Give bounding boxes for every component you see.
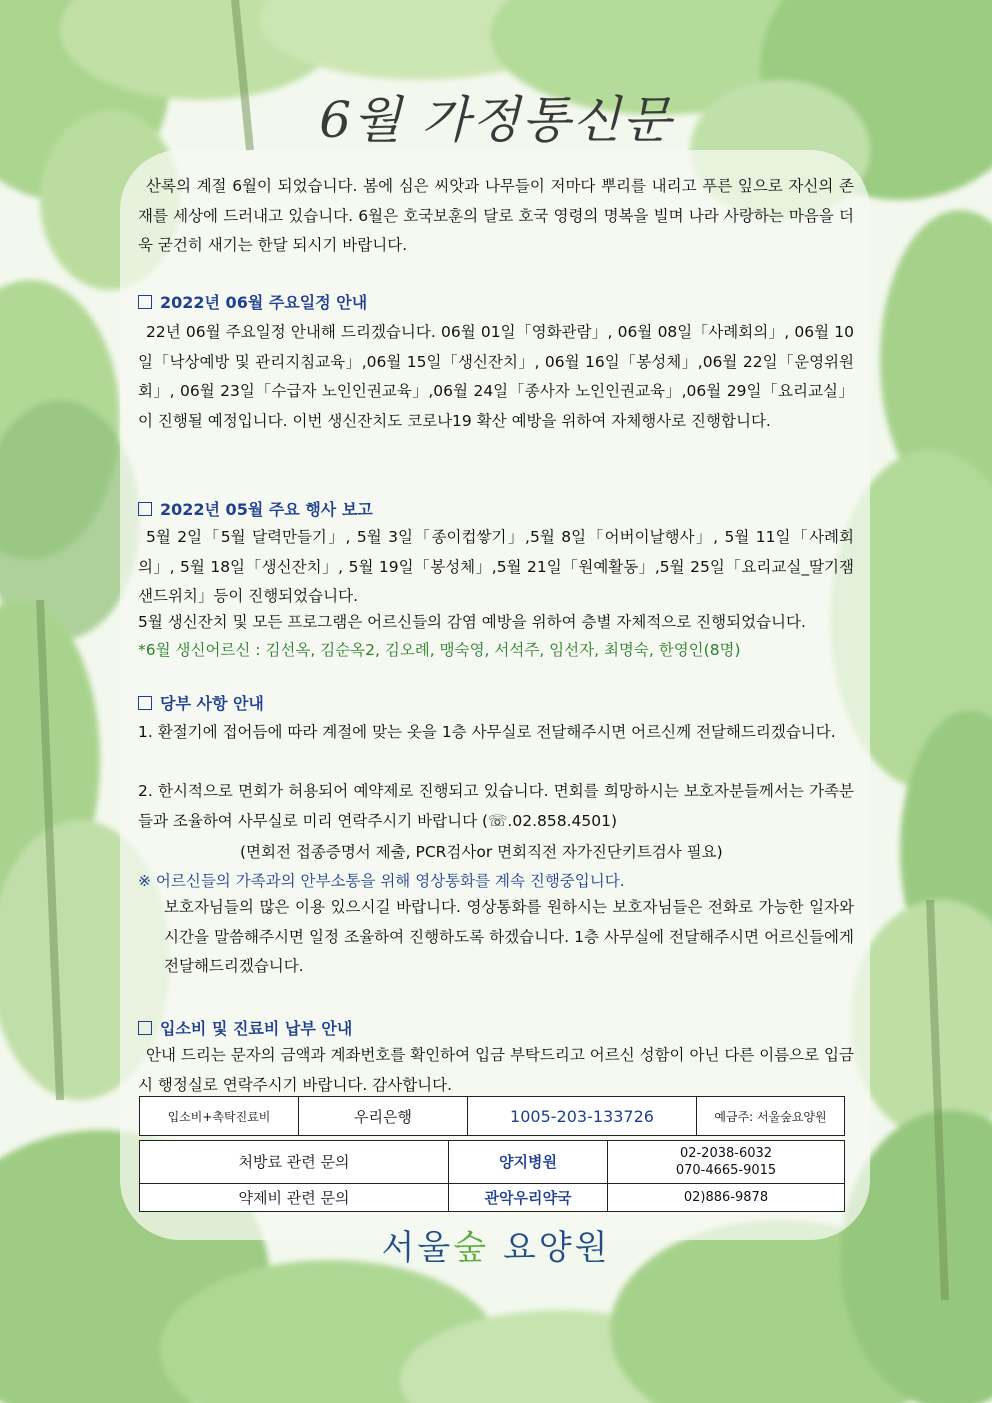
checkbox-square-icon xyxy=(138,696,152,710)
checkbox-square-icon xyxy=(138,1021,152,1035)
intro-paragraph: 산록의 계절 6월이 되었습니다. 봄에 심은 씨앗과 나무들이 저마다 뿌리를 내리고 푸른 잎으로 자신의 존재를 세상에 드러내고 있습니다. 6월은 호국보훈의 달로 호국 영령의 명복을 빌며 나라 사랑하는 마음을 더욱 굳건히 새기는 한달 되시기 바랍니다. xyxy=(138,177,854,254)
birthday-list: *6월 생신어르신 : 김선옥, 김순옥2, 김오례, 맹숙영, 서석주, 임선자, 최명숙, 한영인(8명) xyxy=(138,641,741,659)
payment-paragraph: 안내 드리는 문자의 금액과 계좌번호를 확인하여 입금 부탁드리고 어르신 성함이 아닌 다른 이름으로 입금 시 행정실로 연락주시기 바랍니다. 감사합니다. xyxy=(138,1046,854,1094)
section-heading-payment: 입소비 및 진료비 납부 안내 xyxy=(138,1016,352,1039)
contact-label: 처방료 관련 문의 xyxy=(140,1141,449,1184)
contact-phones xyxy=(608,1141,845,1184)
bank-name: 우리은행 xyxy=(299,1097,468,1136)
account-number: 1005-203-133726 xyxy=(468,1097,697,1136)
may-report-note: 5월 생신잔치 및 모든 프로그램은 어르신들의 감염 예방을 위하여 층별 자체적으로 진행되었습니다. xyxy=(138,613,806,631)
account-table xyxy=(139,1096,845,1136)
section-heading-requests: 당부 사항 안내 xyxy=(138,691,264,714)
facility-logo-text: 서울숲 요양원 xyxy=(381,1228,611,1268)
account-label: 입소비+촉탁진료비 xyxy=(140,1097,299,1136)
video-call-heading: ※ 어르신들의 가족과의 안부소통을 위해 영상통화를 계속 진행중입니다. xyxy=(138,872,625,890)
may-report-paragraph: 5월 2일「5월 달력만들기」, 5월 3일「종이컵쌓기」,5월 8일「어버이날행사」, 5월 11일「사례회의」, 5월 18일「생신잔치」, 5월 19일「봉성체」,5월 21일「원예활동」,5월 25일「요리교실_딸기잼샌드위치」등이 진행되었습니다. xyxy=(138,528,854,605)
contact-phone: 02)886-9878 xyxy=(608,1183,845,1211)
checkbox-square-icon xyxy=(138,502,152,516)
june-schedule-paragraph: 22년 06월 주요일정 안내해 드리겠습니다. 06월 01일「영화관람」, 06월 08일「사례회의」, 06월 10일「낙상예방 및 관리지침교육」,06월 15일「생신잔치」, 06월 16일「봉성체」,06월 22일「운영위원회」, 06월 23일「수급자 노인인권교육」,06월 24일「종사자 노인인권교육」,06월 29일「요리교실」이 진행될 예정입니다. 이번 생신잔치도 코로나19 확산 예방을 위하여 자체행사로 진행합니다. xyxy=(138,323,854,430)
visit-requirements-note: (면회전 접종증명서 제출, PCR검사or 면회직전 자가진단키트검사 필요) xyxy=(240,843,723,861)
contact-name: 양지병원 xyxy=(449,1141,608,1184)
forest-glyph: 숲 xyxy=(453,1228,490,1268)
contact-name: 관악우리약국 xyxy=(449,1183,608,1211)
account-holder: 예금주: 서울숲요양원 xyxy=(697,1097,845,1136)
section-heading-may-report: 2022년 05월 주요 행사 보고 xyxy=(138,497,373,520)
contact-phone: 070-4665-9015 xyxy=(675,1162,777,1178)
contact-row xyxy=(140,1141,845,1184)
request-item-clothes: 1. 환절기에 접어듬에 따라 계절에 맞는 옷을 1층 사무실로 전달해주시면 어르신께 전달해드리겠습니다. xyxy=(138,723,836,741)
contact-label: 약제비 관련 문의 xyxy=(140,1183,449,1211)
checkbox-square-icon xyxy=(138,295,152,309)
contact-row xyxy=(140,1183,845,1211)
contact-phone: 02-2038-6032 xyxy=(679,1145,773,1161)
video-call-paragraph: 보호자님들의 많은 이용 있으시길 바랍니다. 영상통화를 원하시는 보호자님들은 전화로 가능한 일자와 시간을 말씀해주시면 일정 조율하여 진행하도록 하겠습니다. 1층 사무실에 전달해주시면 어르신들에게 전달해드리겠습니다. xyxy=(164,898,854,975)
request-item-visits: 2. 한시적으로 면회가 허용되어 예약제로 진행되고 있습니다. 면회를 희망하시는 보호자분들께서는 가족분들과 조율하여 사무실로 미리 연락주시기 바랍니다 (☏.02.858.4501) xyxy=(138,782,854,830)
contacts-table xyxy=(139,1140,845,1212)
section-heading-june-schedule: 2022년 06월 주요일정 안내 xyxy=(138,290,367,313)
page-title: 6월 가정통신문 xyxy=(319,91,673,149)
